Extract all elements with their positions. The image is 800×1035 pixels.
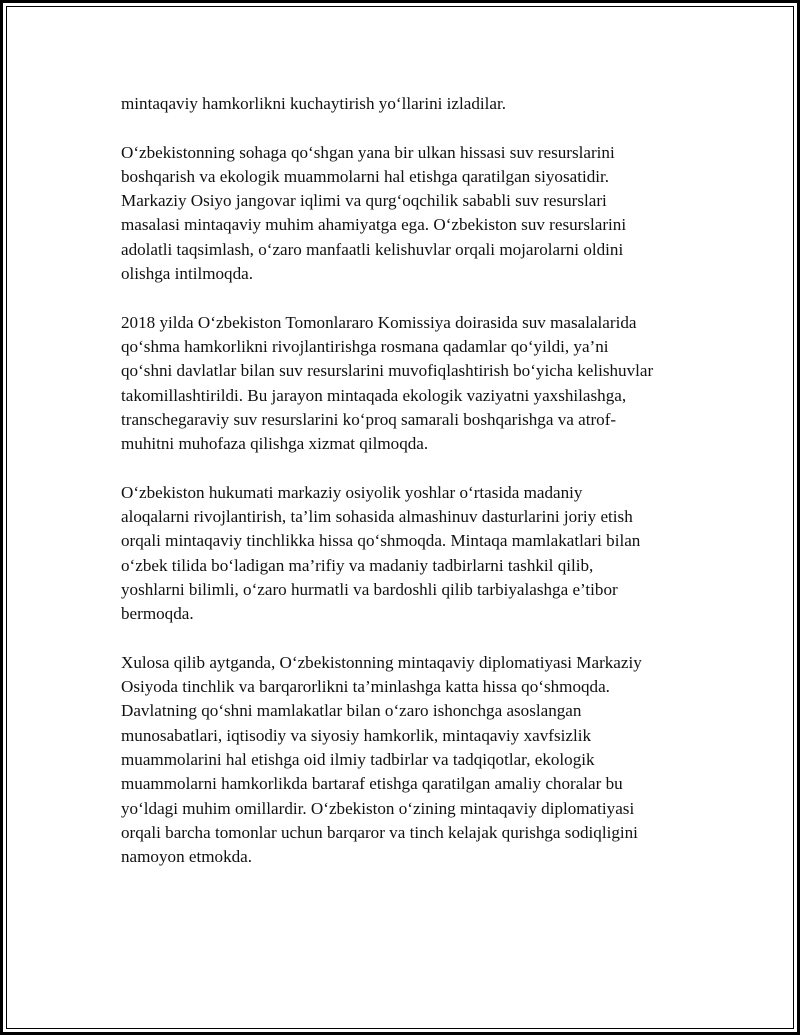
paragraph-3: 2018 yilda O‘zbekiston Tomonlararo Komissiya doirasida suv masalalarida qo‘shma hamkorlikni rivojlantirishga rosmana qadamlar qo‘yildi, ya’ni qo‘shni davlatlar bilan suv resurslarini muvofiqlashtirish bo‘yicha kelishuvlar takomillashtirildi. Bu jarayon mintaqada ekologik vaziyatni yaxshilashga, transchegaraviy suv resurslarini ko‘proq samarali boshqarishga va atrof- muhitni muhofaza qilishga xizmat qilmoqda. <box>121 312 654 454</box>
paragraph-2: O‘zbekistonning sohaga qo‘shgan yana bir ulkan hissasi suv resurslarini boshqarish va ekologik muammolarni hal etishga qaratilgan siyosatidir. Markaziy Osiyo jangovar iqlimi va qurg‘oqchilik sababli suv resurslari masalasi mintaqaviy muhim ahamiyatga ega. O‘zbekiston suv resurslarini adolatli taqsimlash, o‘zaro manfaatli kelishuvlar orqali mojarolarni oldini olishga intilmoqda. <box>121 142 627 284</box>
paragraph-5: Xulosa qilib aytganda, O‘zbekistonning mintaqaviy diplomatiyasi Markaziy Osiyoda tinchlik va barqarorlikni ta’minlashga katta hissa qo‘shmoqda. Davlatning qo‘shni mamlakatlar bilan o‘zaro ishonchga asoslangan munosabatlari, iqtisodiy va siyosiy hamkorlik, mintaqaviy xavfsizlik muammolarini hal etishga oid ilmiy tadbirlar va tadqiqotlar, ekologik muammolarni hamkorlikda bartaraf etishga qaratilgan amaliy choralar bu yo‘ldagi muhim omillardir. O‘zbekiston o‘zining mintaqaviy diplomatiyasi orqali barcha tomonlar uchun barqaror va tinch kelajak qurishga sodiqligini namoyon etmokda. <box>121 652 642 867</box>
document-body <box>121 92 681 894</box>
paragraph-1: mintaqaviy hamkorlikni kuchaytirish yo‘llarini izladilar. <box>121 94 506 113</box>
paragraph-4: O‘zbekiston hukumati markaziy osiyolik yoshlar o‘rtasida madaniy aloqalarni rivojlantirish, ta’lim sohasida almashinuv dasturlarini joriy etish orqali mintaqaviy tinchlikka hissa qo‘shmoqda. Mintaqa mamlakatlari bilan o‘zbek tilida bo‘ladigan ma’rifiy va madaniy tadbirlarni tashkil qilib, yoshlarni bilimli, o‘zaro hurmatli va bardoshli qilib tarbiyalashga e’tibor bermoqda. <box>121 482 641 624</box>
